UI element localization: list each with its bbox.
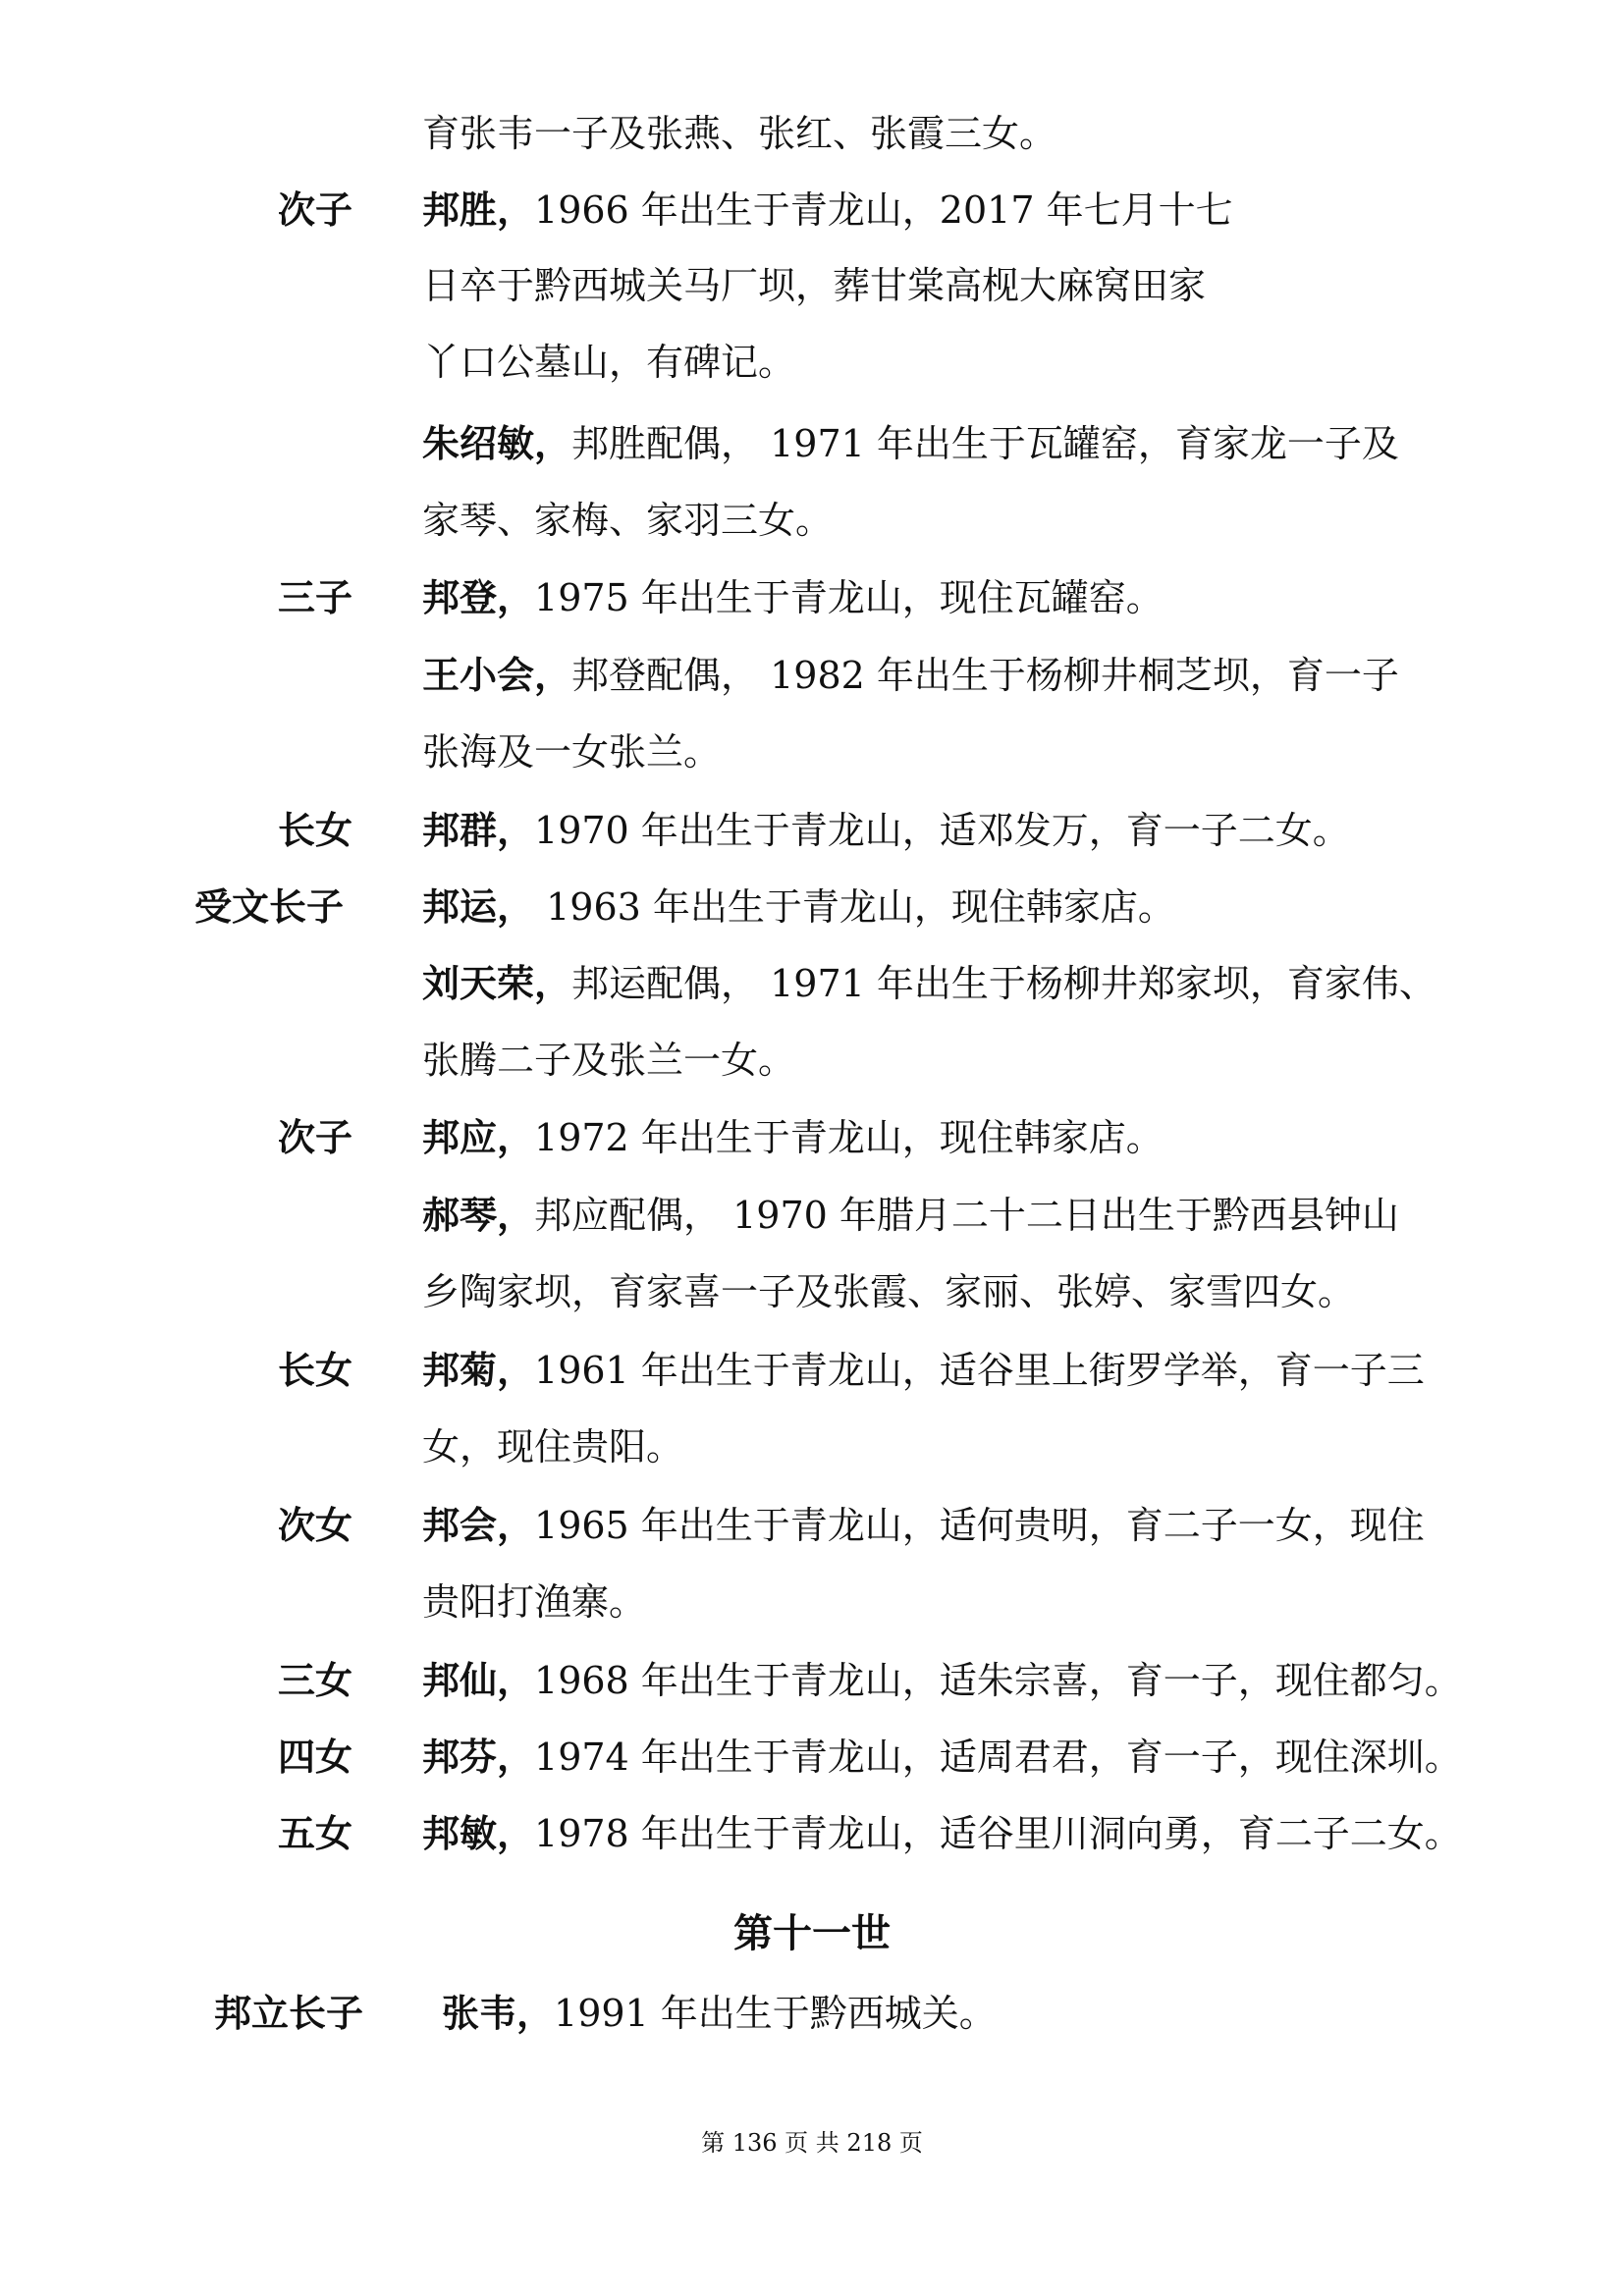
entry-text: 1963 年出生于青龙山，现住韩家店。 [534,885,1175,929]
person-name: 邦应， [422,1116,535,1159]
person-name: 张韦， [442,1992,555,2035]
relation-label: 次女 [278,1504,353,1547]
person-name: 邦胜， [422,188,535,232]
person-name: 邦芬， [422,1735,535,1779]
entry-line [422,1423,683,1470]
relation-label: 邦立长子 [214,1992,364,2035]
person-name: 邦登， [422,576,535,619]
entry-text: 1975 年出生于青龙山，现住瓦罐窑。 [534,576,1164,619]
relation-label: 三子 [278,576,353,619]
entry-text: 邦登配偶， 1982 年出生于杨柳井桐芝坝，育一子 [571,654,1399,697]
entry-text: 女，现住贵阳。 [422,1425,684,1468]
page-number-footer: 第 136 页 共 218 页 [701,2129,923,2157]
entry-text: 1974 年出生于青龙山，适周君君，育一子，现住深圳。 [534,1735,1462,1779]
person-name: 王小会， [422,654,572,697]
entry-text: 日卒于黔西城关马厂坝，葬甘棠高枧大麻窝田家 [422,264,1207,307]
entry-line [422,883,1175,931]
entry-text: 1966 年出生于青龙山，2017 年七月十七 [534,188,1233,232]
person-name: 郝琴， [422,1194,535,1237]
person-name: 邦群， [422,809,535,852]
relation-label: 四女 [278,1735,353,1779]
person-name: 朱绍敏， [422,422,572,465]
entry-line [422,1268,1355,1315]
entry-line [422,728,721,775]
entry-line [422,1347,1425,1394]
entry-text: 育张韦一子及张燕、张红、张霞三女。 [422,112,1057,155]
entry-text: 张腾二子及张兰一女。 [422,1039,796,1082]
entry-line [422,574,1164,621]
entry-line [422,1114,1164,1161]
entry-text: 贵阳打渔寨。 [422,1580,647,1624]
entry-line [422,1657,1462,1704]
entry-line [422,1502,1425,1549]
person-name: 邦仙， [422,1659,535,1702]
entry-line [422,1734,1462,1781]
entry-text: 乡陶家坝，育家喜一子及张霞、家丽、张婷、家雪四女。 [422,1270,1356,1313]
person-name: 邦菊， [422,1349,535,1392]
entry-line [422,339,795,386]
entry-text: 张海及一女张兰。 [422,730,722,774]
entry-line [422,497,833,544]
person-name: 邦会， [422,1504,535,1547]
entry-line [422,262,1206,309]
entry-line [422,960,1436,1007]
entry-text: 1991 年出生于黔西城关。 [554,1992,997,2035]
entry-line [422,652,1399,699]
entry-text: 邦胜配偶， 1971 年出生于瓦罐窑，育家龙一子及 [571,422,1399,465]
entry-line [422,1192,1399,1239]
entry-line [422,807,1350,854]
entry-text: 1970 年出生于青龙山，适邓发万，育一子二女。 [534,809,1350,852]
entry-text: 邦运配偶， 1971 年出生于杨柳井郑家坝，育家伟、 [571,962,1436,1005]
entry-line [422,1810,1462,1857]
entry-text: 1961 年出生于青龙山，适谷里上街罗学举，育一子三 [534,1349,1425,1392]
relation-label: 五女 [278,1812,353,1855]
generation-heading: 第十一世 [733,1911,891,1956]
entry-text: 1968 年出生于青龙山，适朱宗喜，育一子，现住都匀。 [534,1659,1462,1702]
relation-label: 次子 [278,188,353,232]
entry-text: 1965 年出生于青龙山，适何贵明，育二子一女，现住 [534,1504,1425,1547]
relation-label: 次子 [278,1116,353,1159]
person-name: 邦运， [422,885,535,929]
entry-line [422,110,1056,157]
relation-label: 长女 [278,809,353,852]
relation-label: 三女 [278,1659,353,1702]
entry-line [422,420,1399,467]
entry-line [422,1037,795,1084]
entry-text: 1978 年出生于青龙山，适谷里川洞向勇，育二子二女。 [534,1812,1462,1855]
entry-line [442,1990,997,2037]
person-name: 邦敏， [422,1812,535,1855]
relation-label: 长女 [278,1349,353,1392]
entry-text: 丫口公墓山，有碑记。 [422,341,796,384]
entry-line [422,1578,646,1626]
relation-label: 受文长子 [194,885,345,929]
entry-text: 邦应配偶， 1970 年腊月二十二日出生于黔西县钟山 [534,1194,1399,1237]
person-name: 刘天荣， [422,962,572,1005]
entry-line [422,187,1233,234]
entry-text: 1972 年出生于青龙山，现住韩家店。 [534,1116,1164,1159]
entry-text: 家琴、家梅、家羽三女。 [422,499,834,542]
